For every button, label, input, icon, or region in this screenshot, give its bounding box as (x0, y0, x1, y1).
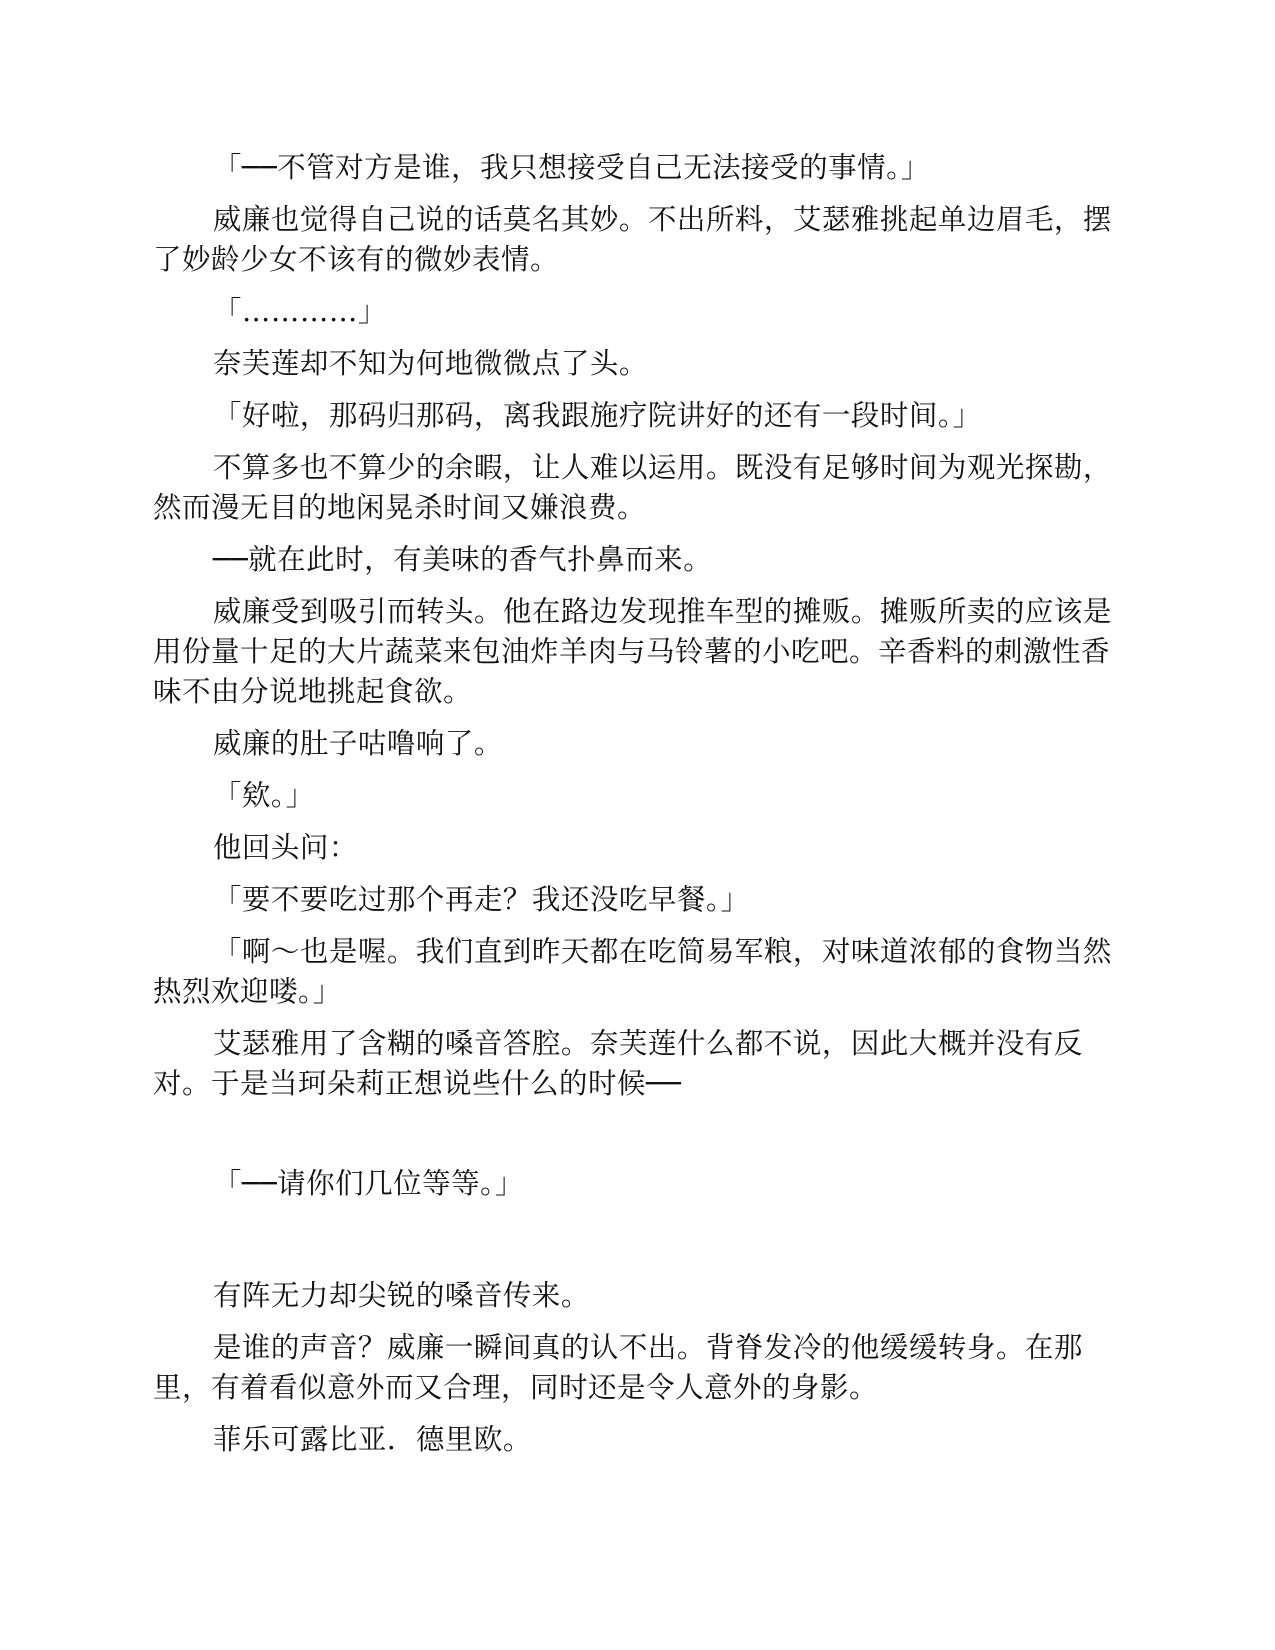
paragraph: 「──请你们几位等等。」 (212, 1167, 524, 1200)
paragraph: 菲乐可露比亚．德里欧。 (212, 1423, 532, 1456)
paragraph: 艾瑟雅用了含糊的嗓音答腔。奈芙莲什么都不说，因此大概并没有反对。于是当珂朵莉正想说些什么的时候── (153, 1027, 1083, 1100)
paragraph: 威廉也觉得自己说的话莫名其妙。不出所料，艾瑟雅挑起单边眉毛，摆了妙龄少女不该有的微妙表情。 (153, 203, 1112, 276)
paragraph: 他回头问： (212, 831, 358, 864)
paragraph: 「欸。」 (212, 779, 315, 812)
paragraph: 有阵无力却尖锐的嗓音传来。 (212, 1279, 590, 1312)
paragraph: 威廉的肚子咕噜响了。 (212, 727, 503, 760)
paragraph: ──就在此时，有美味的香气扑鼻而来。 (212, 543, 713, 576)
body-text (153, 148, 1123, 1472)
paragraph: 「啊～也是喔。我们直到昨天都在吃简易军粮，对味道浓郁的食物当然热烈欢迎喽。」 (153, 935, 1112, 1008)
paragraph: 是谁的声音？威廉一瞬间真的认不出。背脊发冷的他缓缓转身。在那里，有着看似意外而又合理，同时还是令人意外的身影。 (153, 1331, 1083, 1404)
paragraph: 「好啦，那码归那码，离我跟施疗院讲好的还有一段时间。」 (212, 399, 982, 432)
paragraph: 威廉受到吸引而转头。他在路边发现推车型的摊贩。摊贩所卖的应该是用份量十足的大片蔬菜来包油炸羊肉与马铃薯的小吃吧。辛香料的刺激性香味不由分说地挑起食欲。 (153, 595, 1112, 708)
paragraph: 奈芙莲却不知为何地微微点了头。 (212, 347, 648, 380)
paragraph: 「要不要吃过那个再走？我还没吃早餐。」 (212, 883, 750, 916)
paragraph: 「──不管对方是谁，我只想接受自己无法接受的事情。」 (212, 151, 930, 184)
paragraph: 不算多也不算少的余暇，让人难以运用。既没有足够时间为观光探勘，然而漫无目的地闲晃杀时间又嫌浪费。 (153, 451, 1112, 524)
paragraph: 「…………」 (212, 295, 387, 328)
